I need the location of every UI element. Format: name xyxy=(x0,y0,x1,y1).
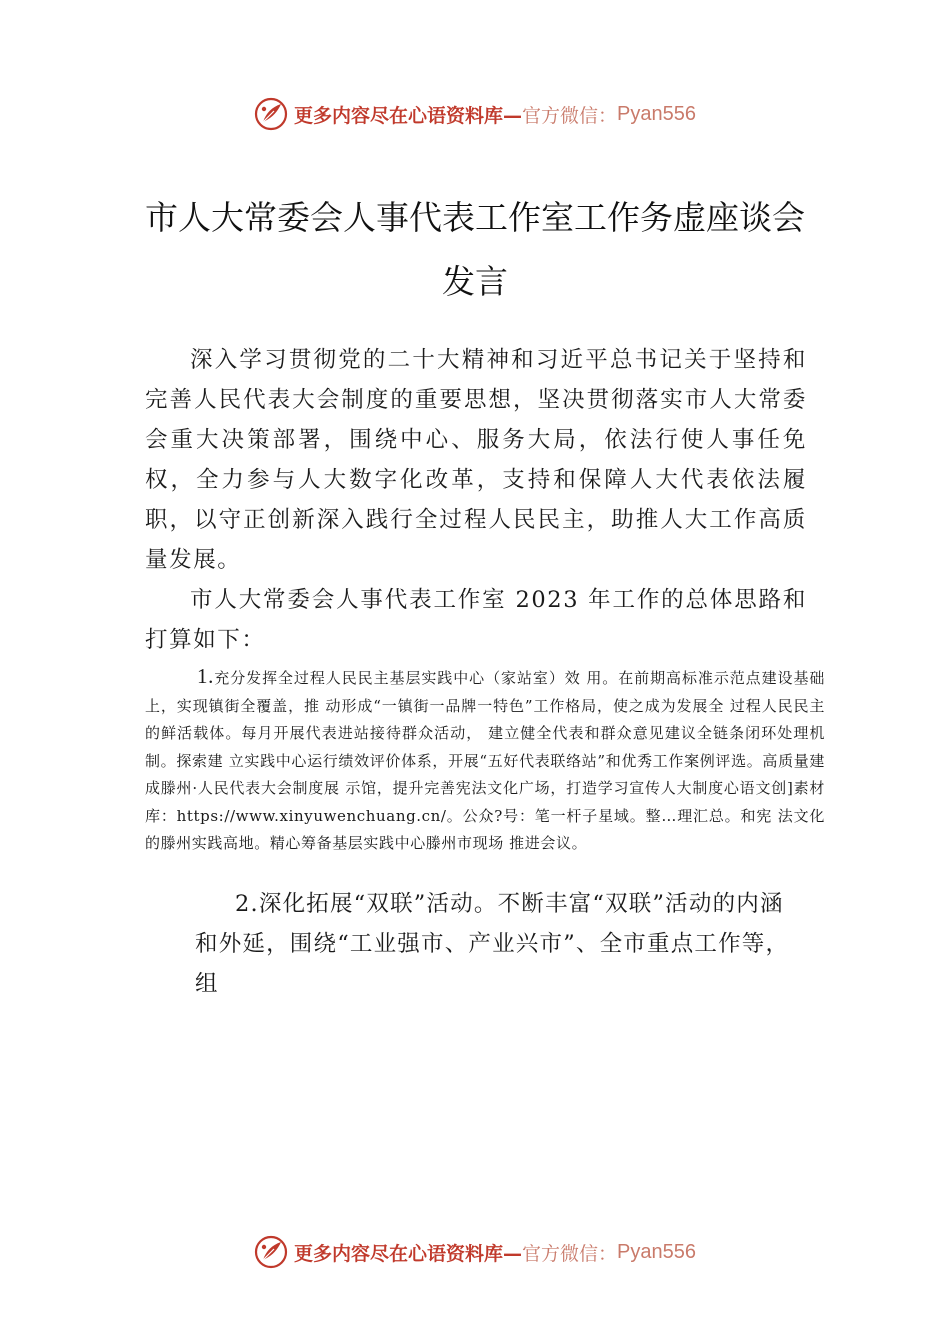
header-slogan: 更多内容尽在心语资料库— xyxy=(294,104,523,127)
list-item-1 xyxy=(145,663,825,858)
footer-wechat-label: 官方微信： xyxy=(522,1242,618,1265)
list-item-2 xyxy=(195,884,807,1004)
document-title: 市人大常委会人事代表工作室工作务虚座谈会发言 xyxy=(145,198,805,301)
footer-wechat-id: Pyan556 xyxy=(617,1240,696,1263)
list-item-1-number: 1. xyxy=(197,664,214,688)
list-item-2-line-2: 和外延，围绕“工业强市、产业兴市”、全市重点工作等，组 xyxy=(195,931,790,997)
intro-paragraph: 深入学习贯彻党的二十大精神和习近平总书记关于坚持和完善人民代表大会制度的重要思想，坚决贯彻落实市人大常委会重大决策部署，围绕中心、服务大局，依法行使人事任免权，全力参与人大数字化改革，支持和保障人大代表依法履职，以守正创新深入践行全过程人民民主，助推人大工作高质量发展。 xyxy=(145,347,807,573)
quill-logo-icon xyxy=(254,97,288,131)
header-wechat-label: 官方微信： xyxy=(522,104,618,127)
list-item-1-text: 充分发挥全过程人民民主基层实践中心（家站室）效 用。在前期高标准示范点建设基础上，实现镇街全覆盖，推 动形成“一镇街一品牌一特色”工作格局，使之成为发展全 过程人民民主的鲜活载体。每月开展代表进站接待群众活动， 建立健全代表和群众意见建议全链条闭环处理机制。探索建 立实践中心运行绩效评价体系，开展“五好代表联络站”和优秀工作案例评选。高质量建成滕州·人民代表大会制度展 示馆，提升完善宪法文化广场，打造学习宣传人大制度心语文创]素材库：https://www.xinyuwenchuang.cn/。公众?号：笔一杆子星域。整…理汇总。和宪 法文化的滕州实践高地。精心筹备基层实践中心滕州市现场 推进会议。 xyxy=(145,669,825,852)
footer-banner xyxy=(0,1230,950,1274)
footer-slogan: 更多内容尽在心语资料库— xyxy=(294,1242,523,1265)
header-banner xyxy=(0,92,950,136)
list-item-2-line-1: 2.深化拓展“双联”活动。不断丰富“双联”活动的内涵 xyxy=(235,891,784,917)
quill-logo-icon xyxy=(254,1235,288,1269)
overview-paragraph: 市人大常委会人事代表工作室 2023 年工作的总体思路和打算如下： xyxy=(145,587,807,653)
header-wechat-id: Pyan556 xyxy=(617,102,696,125)
